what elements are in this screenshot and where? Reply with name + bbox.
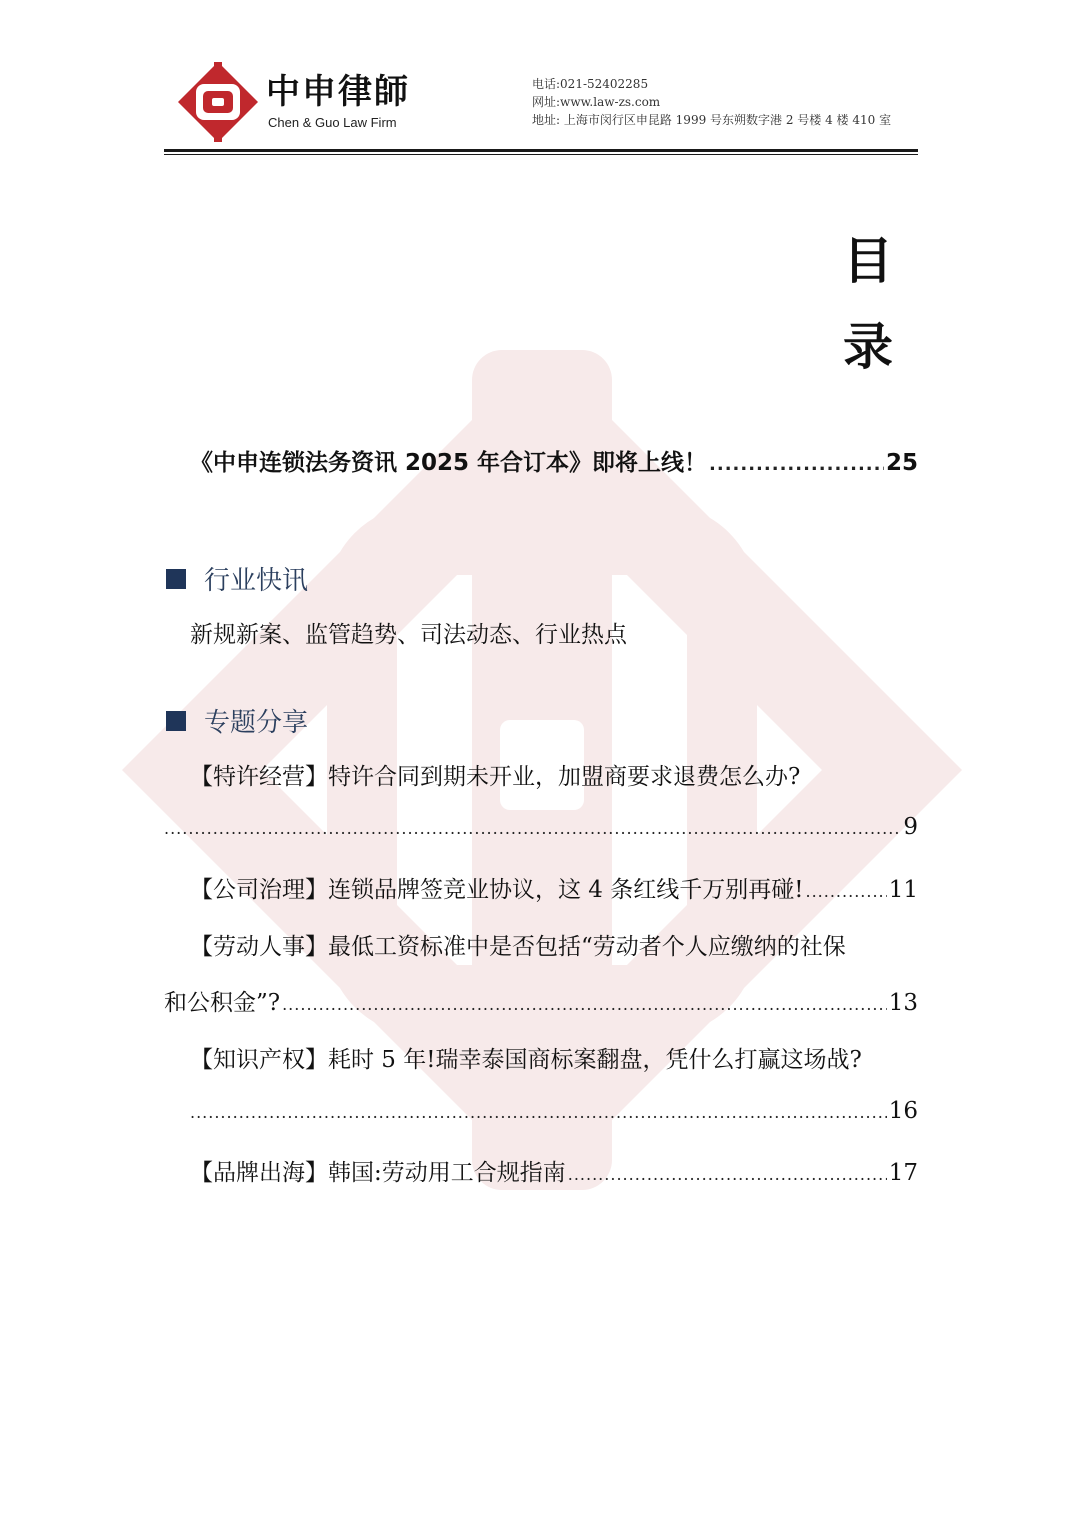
toc-entry-text: 和公积金”? [164, 990, 281, 1016]
section-bullet-square-icon [166, 569, 186, 589]
toc-leader-dots [190, 1103, 887, 1122]
toc-entry-ip[interactable]: 【知识产权】耗时 5 年!瑞幸泰国商标案翻盘，凭什么打赢这场战? [190, 1047, 862, 1073]
header-divider-thick [164, 149, 918, 152]
section-heading-topic-sharing [166, 702, 308, 739]
section-heading-industry-news [166, 560, 308, 597]
section-description: 新规新案、监管趋势、司法动态、行业热点 [190, 622, 627, 648]
contact-info [532, 75, 891, 129]
toc-entry-labor-continued[interactable] [164, 984, 918, 1017]
phone-text: 电话:021-52402285 [532, 77, 649, 91]
toc-entry-ip-leader[interactable] [190, 1098, 918, 1124]
toc-page-number: 17 [888, 1160, 918, 1186]
toc-page-number: 11 [888, 877, 918, 903]
section-label: 行业快讯 [204, 566, 309, 596]
toc-page-number: 9 [903, 814, 918, 840]
section-bullet-square-icon [166, 711, 186, 731]
toc-leader-dots [568, 1165, 887, 1184]
website-text: 网址:www.law-zs.com [532, 95, 661, 109]
toc-entry-franchise[interactable]: 【特许经营】特许合同到期未开业，加盟商要求退费怎么办? [190, 764, 801, 790]
toc-page-number: 13 [888, 990, 918, 1016]
toc-entry-text: 《中申连锁法务资讯 2025 年合订本》即将上线！ [190, 450, 708, 476]
header-divider-thin [164, 154, 918, 155]
toc-leader-dots [282, 995, 887, 1014]
section-label: 专题分享 [204, 708, 309, 738]
toc-page-number: 25 [885, 450, 918, 476]
firm-name-chinese: 中申律師 [266, 72, 410, 112]
firm-logo-icon [178, 62, 258, 142]
toc-entry-brand-overseas[interactable] [190, 1154, 918, 1187]
toc-entry-feature[interactable] [190, 444, 918, 477]
toc-leader-dots [709, 454, 884, 475]
toc-title [838, 218, 898, 390]
toc-entry-text: 【公司治理】连锁品牌签竞业协议，这 4 条红线千万别再碰! [190, 877, 804, 903]
toc-entry-text: 【品牌出海】韩国:劳动用工合规指南 [190, 1160, 566, 1186]
toc-title-char-1: 目 [843, 231, 893, 290]
toc-title-char-2: 录 [843, 317, 893, 376]
toc-entry-labor[interactable]: 【劳动人事】最低工资标准中是否包括“劳动者个人应缴纳的社保 [190, 934, 846, 960]
toc-leader-dots [164, 819, 901, 838]
toc-page-number: 16 [888, 1098, 918, 1124]
toc-entry-corporate-governance[interactable] [190, 871, 918, 904]
firm-name-english: Chen & Guo Law Firm [268, 115, 397, 130]
toc-leader-dots [806, 882, 887, 901]
toc-entry-franchise-leader[interactable] [164, 814, 918, 840]
address-text: 地址: 上海市闵行区申昆路 1999 号东朔数字港 2 号楼 4 楼 410 室 [532, 113, 892, 127]
